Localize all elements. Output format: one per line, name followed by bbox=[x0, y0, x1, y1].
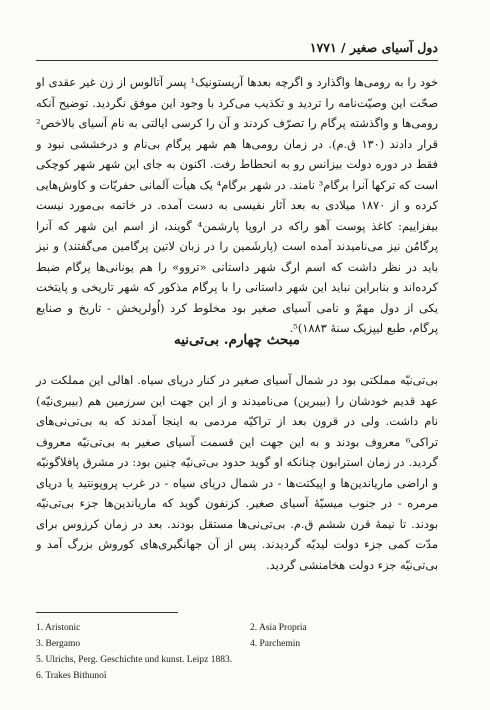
footnote-4: 4. Parchemin bbox=[250, 639, 301, 649]
footnote-3: 3. Bergamo bbox=[36, 639, 81, 649]
footnotes bbox=[36, 620, 456, 684]
footnote-rule bbox=[36, 612, 178, 613]
header-rule bbox=[36, 60, 438, 61]
running-header: دول آسیای صغیر / ۱۷۷۱ bbox=[309, 40, 438, 55]
section-heading: مبحث چهارم. بی‌تی‌نیه bbox=[173, 332, 301, 348]
footnote-1: 1. Aristonic bbox=[36, 623, 81, 633]
footnote-2: 2. Asia Propria bbox=[250, 623, 307, 633]
footnote-row bbox=[36, 620, 456, 636]
paragraph-bithynia: بی‌تی‌نیّه مملکتی بود در شمال آسیای صغیر در کنار دریای سیاه. اهالی این مملکت در عهد قدیم خودشان را (بیبرین) می‌نامیدند و از این جهت این سرزمین هم (بیبری‌نیّه) نام داشت. ولی در قرون بعد از تراکیّه مردمی به اینجا آمدند که به بی‌تی‌نی‌های تراکی⁶ معروف بودند و به این جهت این قسمت آسیای صغیر به بی‌تی‌نیّه معروف گردید. در زمان استرابون چنانکه او گوید حدود بی‌تی‌نیّه چنین بود: در مشرق پافلاگونیّه و اراضی ماریاندین‌ها و اپیکتت‌ها - در شمال دریای سیاه - در غرب پروپونتید یا دریای مرمره - در جنوب میسیّهٔ آسیای صغیر. کزنفون گوید که ماریاندین‌ها جزء بی‌تی‌نیّه بودند. تا نیمهٔ قرن ششم ق.م. بی‌تی‌نی‌ها مستقل بودند. بعد در زمان کرزوس برای مدّت کمی جزء دولت لیدیّه گردیدند. پس از آن جهانگیری‌های کوروش بزرگ آمد و بی‌تی‌نیّه جزء دولت هخامنشی گردید. bbox=[36, 373, 438, 572]
footnote-row bbox=[36, 636, 456, 652]
paragraph-pergamon: خود را به رومی‌ها واگذارد و اگرچه بعدها آریستونیک¹ پسر آتالوس از زن غیر عقدی او صحّت این وصیّت‌نامه را تردید و تکذیب می‌کرد با وجود این موفق نگردید. توضیح آنکه رومی‌ها و واگذشته پرگام را تصرّف کردند و آن را کرسی ایالتی به نام آسیای بالاخص² قرار دادند (۱۳۰ ق.م). در زمان رومی‌ها هم شهر پرگام بی‌نام و درخششی نبود و فقط در دوره دولت بیزانس رو به انحطاط رفت. اکنون به جای این شهر شهر کوچکی است که ترکها آنرا برگام³ نامند. در شهر برگام⁴ یک هیأت آلمانی حفریّات و کاوش‌هایی کرده و از ۱۸۷۰ میلادی به بعد آثار نفیسی به دست آمده. در خاتمه بی‌مورد نیست بیفزاییم: کاغذ پوست آهو راکه در اروپا پارشمن⁴ گویند، از اسم این شهر که آنرا پرگامُن نیز می‌نامیدند آمده است (پارشَمین را در زبان لاتین پرگامین می‌گفتند) و نیز باید در نظر داشت که اسم ارگ شهر داستانی «تروو» را هم یونانی‌ها پرگام ضبط کرده‌اند و بنابراین نباید این شهر داستانی را با پرگام مذکور که شهر تاریخی و پایتخت یکی از دول مهمّ و نامی آسیای صغیر بود مخلوط کرد (اُولریخش - تاریخ و صنایع پرگام، طبع لیپزیک سنهٔ ۱۸۸۳)⁵. bbox=[36, 75, 439, 335]
footnote-5: 5. Ulrichs, Perg. Geschichte und kunst. Leipz 1883. bbox=[36, 655, 233, 665]
footnote-6: 6. Trakes Bithunoï bbox=[36, 671, 107, 681]
